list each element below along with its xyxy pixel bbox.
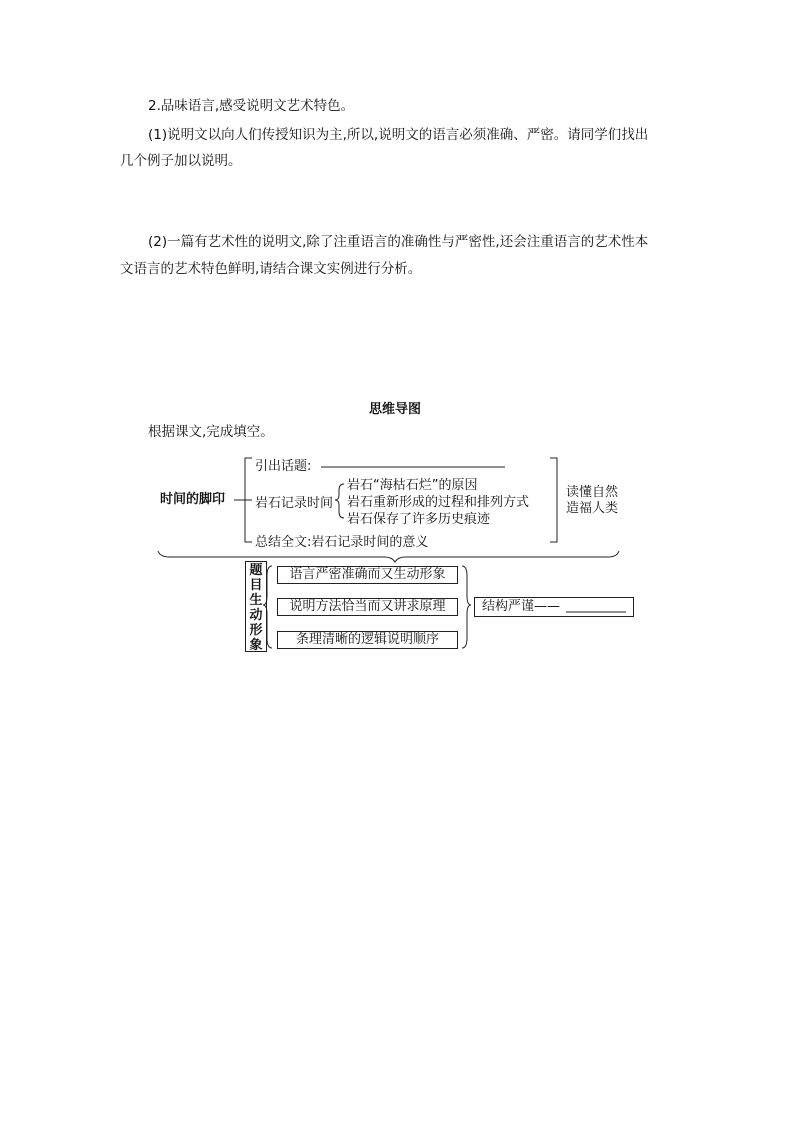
mindmap-instruction: 根据课文,完成填空。 <box>148 424 274 440</box>
title-vertical-box <box>245 561 267 652</box>
question-2-2-line-1: (2)一篇有艺术性的说明文,除了注重语言的准确性与严密性,还会注重语言的艺术性本 <box>148 234 649 250</box>
question-2-heading: 2.品味语言,感受说明文艺术特色。 <box>148 98 355 114</box>
summary-label: 总结全文:岩石记录时间的意义 <box>255 535 429 550</box>
feature-box-3 <box>277 631 458 649</box>
right-label-line-2: 造福人类 <box>566 501 619 516</box>
structure-label: 结构严谨—— <box>482 599 561 614</box>
intro-label: 引出话题: <box>255 459 312 474</box>
feature-box-1 <box>277 566 458 584</box>
mindmap-root: 时间的脚印 <box>160 492 226 507</box>
question-2-2-line-2: 文语言的艺术特色鲜明,请结合课文实例进行分析。 <box>120 261 422 277</box>
feature-2-text: 说明方法恰当而又讲求原理 <box>289 599 446 614</box>
structure-box <box>474 597 634 617</box>
question-2-1-line-1: (1)说明文以向人们传授知识为主,所以,说明文的语言必须准确、严密。请同学们找出 <box>148 127 649 143</box>
question-2-1-line-2: 几个例子加以说明。 <box>120 153 242 169</box>
feature-3-text: 条理清晰的逻辑说明顺序 <box>295 632 439 647</box>
middle-item-1: 岩石“海枯石烂”的原因 <box>347 478 478 493</box>
feature-box-2 <box>277 598 458 616</box>
middle-label: 岩石记录时间 <box>255 496 334 511</box>
middle-item-3: 岩石保存了许多历史痕迹 <box>347 512 491 527</box>
right-label-line-1: 读懂自然 <box>566 485 619 500</box>
feature-1-text: 语言严密准确而又生动形象 <box>289 567 446 582</box>
title-vertical-text: 题目生动形象 <box>249 563 263 653</box>
middle-item-2: 岩石重新形成的过程和排列方式 <box>347 495 530 510</box>
mindmap-title: 思维导图 <box>369 402 422 417</box>
